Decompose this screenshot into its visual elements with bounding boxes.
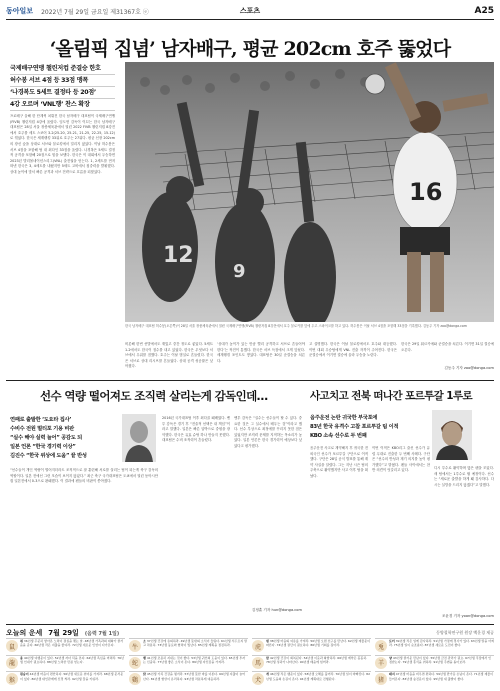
story3-column-1: 음주운전 사고로 계약해지 후 귀국한 전 외국인 선수가 포르투갈 구단으로 이적했다. 구단은 28일 공식 발표를 통해 계약 사실을 알렸다. 그는 지난 시즌 팀의 주축으로 활약했지만 사고 이후 팀을 떠났다.	[310, 446, 368, 478]
section-name: 스포츠	[239, 7, 261, 15]
fortune-item: 虎 범 38년생 마음의 여유를 가져라. 50년생 오랜 친구를 만난다. 62년생 재물운이 따른다. 74년생 결단이 필요하다. 86년생 기회를 잡아라.	[252, 638, 371, 655]
volleyball-ball	[365, 74, 385, 94]
fortune-item: 龍 용 40년생 여행운이 있다. 52년생 자녀 덕을 본다. 64년생 욕심을 버려라. 76년생 인내가 필요하다. 88년생 노력한 만큼 얻는다.	[6, 655, 125, 672]
fortune-item: 馬 말 42년생 건강이 회복된다. 54년생 이웃과 화합하라. 66년생 계약은 꼼꼼히. 78년생 성과가 나타난다. 90년생 배움에 힘써라.	[252, 655, 371, 672]
photo-column-3: 고 설명했다. 한국은 이날 블로킹에서도 호주와 대등했다. 이번 대회 우승팀에게 VNL 진출 자격이 주어진다. 한국은 준결승에서 이기면 결승에 올라 우승을 노린다.	[309, 342, 397, 358]
story3-kicker: KBO 소속 선수로 두 번째	[310, 433, 367, 439]
subheadline-list	[10, 63, 115, 111]
main-article-body: 프로배구 올해 한 단계씩 치뤄진 한국 남자배구 대표팀이 국제배구연맹(FIVB) 챌린저컵 4강에 올랐다. 임도헌 감독이 이끄는 한국 남자배구 대표팀은 28일 서울 장충체육관에서 열린 2022 FIVB 챌린저컵 8강전에서 호주를 세트 스코어 3-2(25-20, 25-21, 21-25, 22-25, 15-12)로 꺾었다. 한국은 세계랭킹 33위로 호주는 27위다. 평균 신장 202cm의 장신 숲을 상대로 서브와 블로킹에서 밀리지 않았다. 이날 허수봉은 서브 4점을 포함해 팀 내 최다인 33점을 올렸다. 나경복은 5세트 결정적 공격을 포함해 20점으로 힘을 보탰다. 한국은 이 대회에서 우승하면 2023년 발리볼네이션스리그(VNL) 출전권을 얻는다. 1, 2세트를 먼저 따낸 한국은 3, 4세트를 내줬지만 5세트 고비에서 집중력을 발휘했다. 상대 높이에 맞서 빠른 공격과 서브 전략으로 흐름을 되찾았다.	[10, 114, 115, 174]
zodiac-sheep-icon: 羊	[375, 657, 387, 669]
zodiac-dragon-icon: 龍	[6, 657, 18, 669]
story2-kicker: 수비수 전원 멀티포 기용 비판	[10, 426, 74, 432]
fortune-item: 犬 개 46년생 작은 행운이 있다. 58년생 오해를 풀어라. 70년생 일이 바빠진다. 82년생 도움의 손길이 온다. 94년생 계획대로 진행된다.	[252, 671, 371, 688]
subheadline: 허수봉 서브 4점 등 33점 맹폭	[10, 75, 115, 87]
story2-kicker-list	[10, 416, 120, 461]
zodiac-rabbit-icon: 兎	[375, 640, 387, 652]
svg-text:9: 9	[233, 261, 246, 282]
story3-column-3: 디시 투수로 활약하며 많은 팬을 모았다. 새 팀에서는 1루수로 뛸 예정이다. 선수는 “새로운 출발을 하게 돼 감사하다. 다시는 실망을 드리지 않겠다”고 말했다.	[434, 466, 494, 487]
zodiac-snake-icon: 蛇	[129, 657, 141, 669]
fortune-item: 牛 소 37년생 건강에 유의하라. 49년생 뜻밖의 소식이 들린다. 61년생 서두르지 말고 차분히. 73년생 동료와 협력이 빛난다. 85년생 계획을 점검하라.	[129, 638, 248, 655]
story3-kicker: 83년 한국 유격수 고참 포르투갈 팀 이적	[310, 424, 399, 430]
zodiac-ox-icon: 牛	[129, 640, 141, 652]
fortune-item: 蛇 뱀 41년생 조용히 지내는 것이 좋다. 53년생 귀인의 도움이 있다. 65년생 투자는 신중히. 77년생 좋은 소식이 온다. 89년생 자신감을 가져라.	[129, 655, 248, 672]
fortune-date: 7월 29일	[48, 629, 79, 637]
story2-kicker: “실수 해야 실력 늘어” 공감도 되	[10, 435, 82, 441]
fortune-item: 猪 돼지 47년생 마음을 비우면 편하다. 59년생 반가운 손님이 온다. 71년생 재물이 들어온다. 83년생 승진운이 있다. 95년생 새 출발이 좋다.	[375, 671, 494, 688]
story2-kicker: 일본 언론 “한국 경기력 이상”	[10, 444, 76, 450]
fortune-item: 鷄 닭 45년생 가족 건강을 챙겨라. 57년생 뜻한 바를 이룬다. 69년생 지출이 늘어난다. 81년생 협상이 유리하다. 93년생 차분하게 대응하라.	[129, 671, 248, 688]
photo-caption: 한국 남자배구 대표팀 허수봉(오른쪽)이 28일 서울 장충체육관에서 열린 국제배구연맹(FIVB) 챌린저컵 8강전에서 호주 블로커를 앞에 두고 스파이크를 하고 있다. 허수봉은 이날 서브 4점을 포함해 33점을 기록했다. 김동주 기자 zoo@donga.com	[125, 324, 467, 328]
section-divider	[6, 380, 494, 381]
fortune-item: 羊 양 43년생 즐거운 만남이 있다. 55년생 금전 관리가 필요. 67년생 직장에서 인정받는다. 79년생 휴식을 취하라. 91년생 주변을 돌아보라.	[375, 655, 494, 672]
spike-photo-illustration	[125, 62, 494, 322]
story3-column-2: 이번 이적은 KBO리그 출신 선수가 유럽 무대로 진출한 두 번째 사례다. 구단은 “선수의 반성과 재기 의지를 높이 평가했다”고 밝혔다. 팬들 사이에서는 찬반 의견이 엇갈리고 있다.	[372, 446, 430, 473]
subheadline: 국제배구연맹 챌린저컵 준결승 한호	[10, 63, 115, 75]
coach-photo	[122, 414, 156, 462]
story3-byline: 조윤경 기자 yoon@donga.com	[441, 614, 494, 618]
subheadline: 4강 오르며 ‘VNL행’ 찬스 확장	[10, 99, 115, 111]
fortune-item: 兎 토끼 39년생 작은 일에 감사하라. 51년생 가정에 경사가 있다. 63년생 말을 아껴라. 75년생 일이 순조롭다. 87년생 새로운 도전이 좋다.	[375, 638, 494, 655]
story2-kicker: 김진수 “한국 위상에 도움” 끝 반성	[10, 453, 87, 459]
page-number: A25	[474, 6, 494, 16]
zodiac-monkey-icon: 猴	[6, 673, 18, 685]
photo-column-2: ‘상대가 높이가 있는 만큼 빨리 공격하고 서브로 흔들어야 한다’는 작전이 통했다. 한국은 서브 득점에서 크게 앞섰다. 세계랭킹 포인트도 쌓았다. 대표팀은 30일 준결승을 치른다.	[217, 342, 305, 363]
svg-text:12: 12	[163, 243, 194, 268]
fortune-title: 오늘의 운세	[6, 629, 43, 637]
masthead	[6, 4, 494, 18]
volleyball-photo	[125, 62, 494, 322]
story2-column-3: 벤투 감독은 “실수는 선수들이 할 수 있다. 중요한 것은 그 실수에서 배우는 것”이라고 했다. 선수 부상으로 최정예를 꾸리지 못한 점은 있었지만 조직력 문제를 지적하는 목소리가 높았다. 일본 언론은 한국 경기력이 예상보다 낮았다고 평가했다.	[234, 416, 302, 448]
main-headline: ‘올림픽 집념’ 남자배구, 평균 202cm 호주 뚫었다	[49, 38, 451, 60]
fortune-lunar-date: (음력 7월 1일)	[84, 631, 120, 637]
zodiac-tiger-icon: 虎	[252, 640, 264, 652]
masthead-rule	[6, 19, 494, 20]
zodiac-rooster-icon: 鷄	[129, 673, 141, 685]
subheadline: ‘나경복도 5세트 결정타 등 20점’	[10, 87, 115, 99]
story3-headline: 사고치고 전북 떠나간 포르투갈 1루로	[310, 390, 473, 402]
photo-column-1: 비롯해 한번 선발에서도 재밌고 중간 정도로 좋았다. 5세트 1-2에서도 한국이 점수를 내고 있었다. 한국은 무엇보다 서브에서 우위를 점했다. 호주는 이날 범실로 흔들렸다. 한국은 서브로 상대 리시브를 흔들었다. 상대 공격 성공률은 낮아졌다.	[125, 342, 213, 369]
story2-column-2: 2016년 국가대표팀 이후 최다골 패배였다. 벤투 감독은 경기 후 “전술적 선택은 내 책임”이라고 말했다. 일본은 빠른 압박으로 중원을 장악했다. 한국은 유효 슈팅 하나 만들지 못했다. 대표팀은 수비 조직력이 흔들렸다.	[162, 416, 230, 443]
photo-column-4: 한국은 29일 튀르키예와 준결승을 치른다. 이기면 31일 결승에 오른다.	[401, 342, 494, 352]
fortune-divider	[6, 624, 494, 625]
issue-date: 2022년 7월 29일 금요일 제31367호 ⓔ	[41, 8, 149, 16]
zodiac-dog-icon: 犬	[252, 673, 264, 685]
zodiac-rat-icon: 鼠	[6, 640, 18, 652]
story3-kicker-list	[310, 414, 430, 441]
zodiac-pig-icon: 猪	[375, 673, 387, 685]
fortune-item: 猴 원숭이 44년생 마음이 편안하다. 56년생 새로운 취미를 가져라. 68년생 문서운이 있다. 80년생 대인관계에 신경 써라. 92년생 꿈을 키워라.	[6, 671, 125, 688]
newspaper-logo: 동아일보	[6, 6, 34, 15]
fortune-header	[6, 628, 119, 638]
svg-text:16: 16	[409, 178, 443, 206]
story2-headline: 선수 역량 떨어져도 조직력 살리는게 감독인데…	[40, 389, 268, 403]
story2-byline: 김정훈 기자 hun@donga.com	[251, 608, 302, 612]
zodiac-horse-icon: 馬	[252, 657, 264, 669]
photo-byline: 김동주 기자 zoo@donga.com	[444, 366, 494, 370]
story2-column-1: “선수들이 개인 역량이 떨어지더라도 조직적으로 잘 훈련해 서로를 살리는 팀이 되는게 축구 감독의 역할이다. 일본 전에선 그런 모습이 보이지 않았다.” 최근 축구 국가대표팀은 도쿄에서 열린 동아시안컵 일본전에서 0-3으로 완패했다. 이 결과에 팬들의 비판이 쏟아졌다.	[10, 468, 158, 484]
story3-kicker: 음주운전 논란 귀국한 부국포에	[310, 415, 378, 421]
fortune-credit: 동양철학연구원 원장 백운경 제공	[436, 630, 494, 635]
fortune-item: 鼠 쥐 36년생 꾸준히 쌓아온 노력이 결실을 맺는 날. 48년생 가족과의 대화가 즐거움을 준다. 60년생 작은 지출을 줄여라. 72년생 새로운 인연이 다가온다.	[6, 638, 125, 655]
story2-kicker: 연패로 출발한 ‘도요타 집사’	[10, 417, 72, 423]
player-photo	[432, 410, 472, 460]
fortune-grid	[6, 638, 494, 688]
